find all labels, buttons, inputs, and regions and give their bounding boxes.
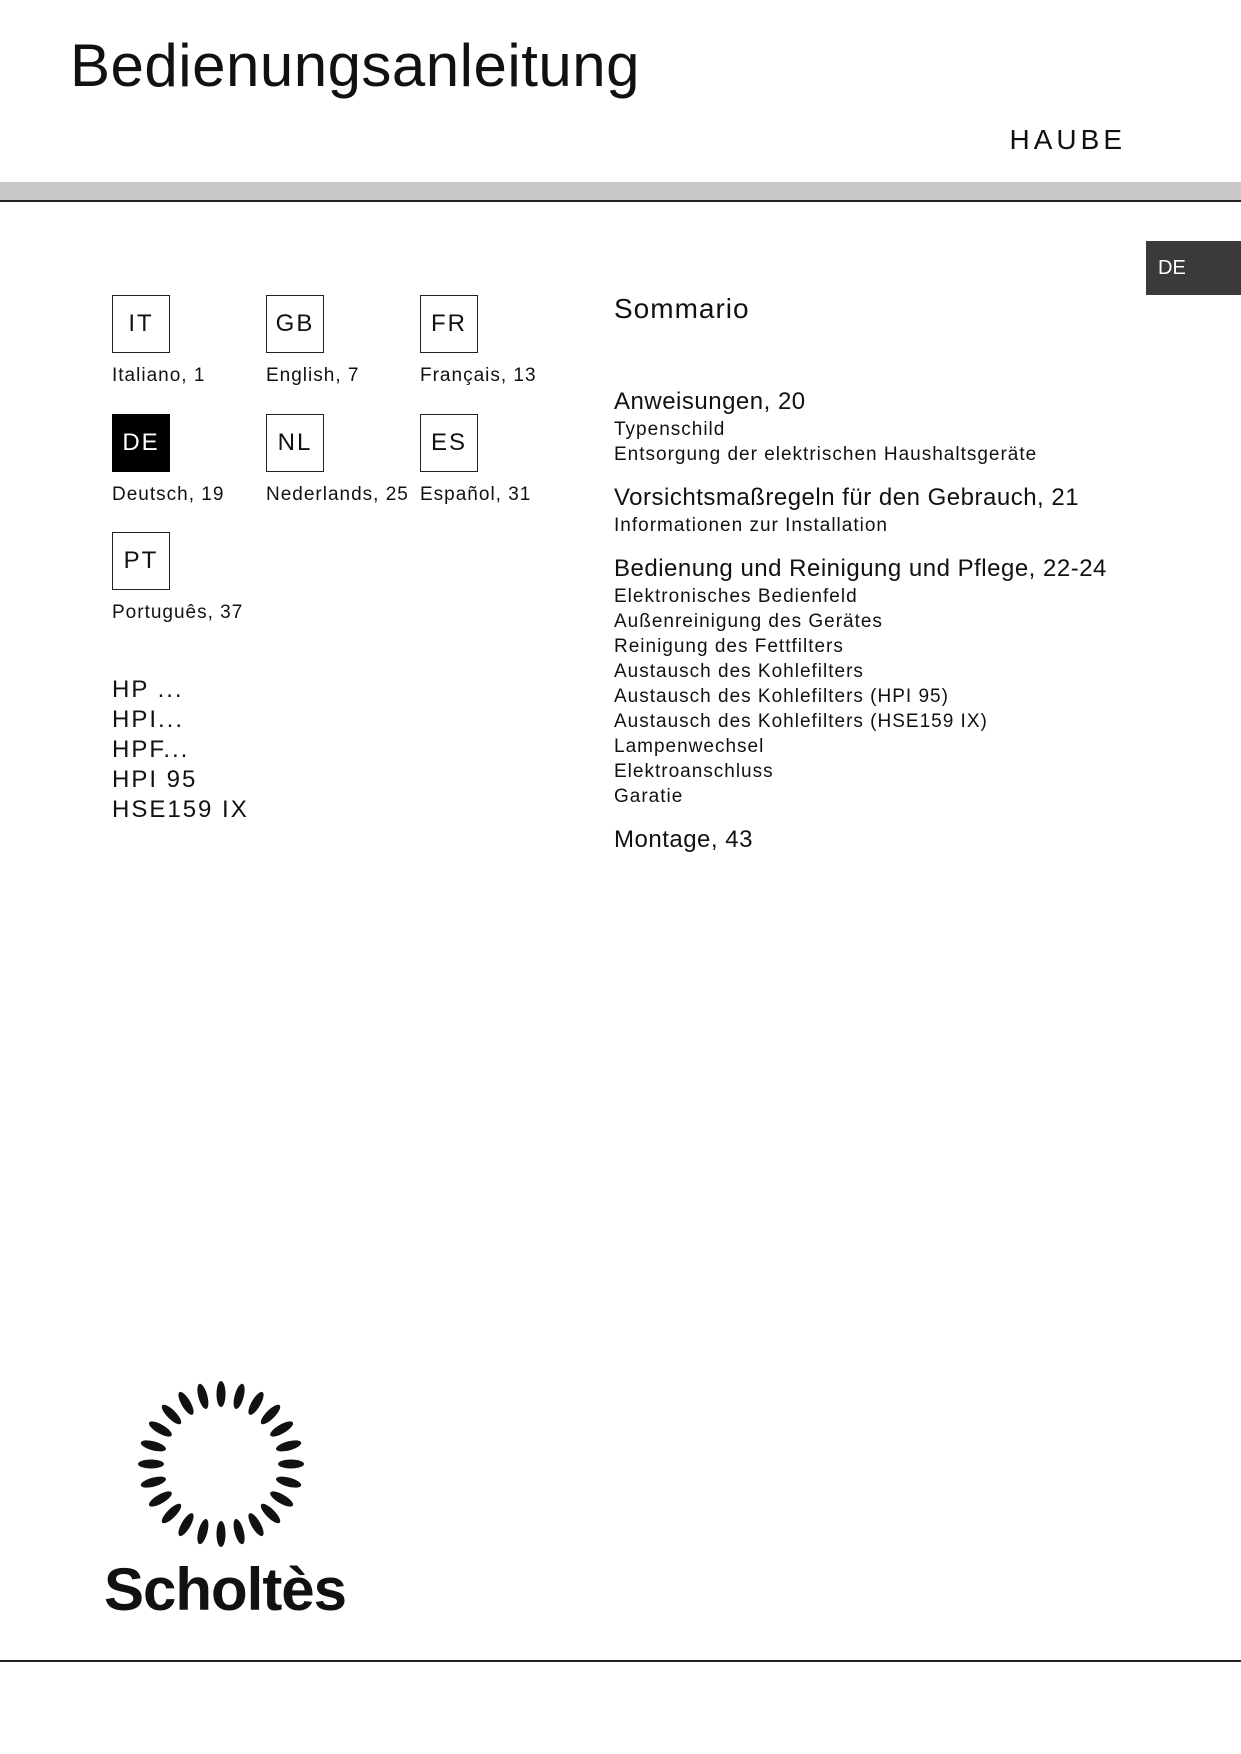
sun-ray (140, 1474, 167, 1489)
sun-ray (217, 1521, 226, 1547)
sun-ray (246, 1390, 267, 1417)
sun-ray (258, 1501, 283, 1526)
header-band (0, 182, 1241, 200)
footer-rule (0, 1660, 1241, 1662)
language-entry-it[interactable] (112, 295, 282, 387)
toc-subitem[interactable]: Austausch des Kohlefilters (614, 661, 864, 682)
language-side-tab: DE (1146, 241, 1241, 295)
sun-ray (258, 1402, 283, 1427)
toc-section (614, 554, 1134, 809)
sun-ray (176, 1511, 197, 1538)
model-item: HPI 95 (112, 766, 198, 793)
language-label: Français, 13 (420, 365, 537, 386)
sun-ray (147, 1419, 174, 1440)
toc-subitem[interactable]: Informationen zur Installation (614, 515, 888, 536)
sun-ray (195, 1383, 210, 1410)
document-title: Bedienungsanleitung (70, 32, 640, 99)
sun-ray (268, 1489, 295, 1510)
sun-ray (138, 1460, 164, 1469)
language-code-box: DE (112, 414, 170, 472)
sun-ray (231, 1518, 246, 1545)
model-item: HPI... (112, 706, 185, 733)
language-entry-fr[interactable] (420, 295, 590, 387)
model-list (112, 675, 249, 825)
language-entry-pt[interactable] (112, 532, 282, 624)
toc-subitem[interactable]: Lampenwechsel (614, 736, 765, 757)
toc-heading: Sommario (614, 293, 750, 324)
toc-section (614, 387, 1134, 467)
language-entry-de[interactable] (112, 414, 282, 506)
language-entry-nl[interactable] (266, 414, 436, 506)
toc-section-title[interactable]: Vorsichtsmaßregeln für den Gebrauch, 21 (614, 484, 1080, 511)
toc-subitem[interactable]: Typenschild (614, 419, 726, 440)
toc-section (614, 825, 1134, 855)
language-code-box: PT (112, 532, 170, 590)
model-item: HPF... (112, 736, 190, 763)
language-label: Nederlands, 25 (266, 484, 409, 505)
brand-wordmark: Scholtès (103, 1556, 347, 1623)
toc-subitem[interactable]: Garatie (614, 786, 684, 807)
toc-subitem[interactable]: Entsorgung der elektrischen Haushaltsgeräte (614, 444, 1038, 465)
language-code-box: ES (420, 414, 478, 472)
language-label: Português, 37 (112, 602, 244, 623)
language-code-box: FR (420, 295, 478, 353)
sun-ray (176, 1390, 197, 1417)
model-item: HP ... (112, 676, 184, 703)
toc-subitem[interactable]: Elektroanschluss (614, 761, 774, 782)
sun-ray (159, 1501, 184, 1526)
sun-ray (231, 1383, 246, 1410)
language-code-box: IT (112, 295, 170, 353)
header-rule (0, 200, 1241, 202)
sun-ray (275, 1474, 302, 1489)
language-label: English, 7 (266, 365, 360, 386)
sun-ray (195, 1518, 210, 1545)
sun-ray (246, 1511, 267, 1538)
language-entry-gb[interactable] (266, 295, 436, 387)
table-of-contents (614, 291, 1134, 871)
document-subtitle: HAUBE (1009, 124, 1126, 155)
toc-section (614, 483, 1134, 538)
sun-ray (140, 1438, 167, 1453)
language-entry-es[interactable] (420, 414, 590, 506)
sun-ray (147, 1489, 174, 1510)
sun-ray (159, 1402, 184, 1427)
toc-section-title[interactable]: Anweisungen, 20 (614, 388, 806, 415)
sun-burst-icon (100, 1370, 350, 1560)
toc-section-title[interactable]: Montage, 43 (614, 826, 753, 853)
toc-subitem[interactable]: Reinigung des Fettfilters (614, 636, 844, 657)
toc-subitem[interactable]: Austausch des Kohlefilters (HSE159 IX) (614, 711, 988, 732)
model-item: HSE159 IX (112, 796, 249, 823)
brand-logo (100, 1370, 350, 1630)
sun-ray (275, 1438, 302, 1453)
sun-ray (217, 1381, 226, 1407)
toc-subitem[interactable]: Elektronisches Bedienfeld (614, 586, 858, 607)
language-label: Español, 31 (420, 484, 532, 505)
language-code-box: NL (266, 414, 324, 472)
sun-ray (278, 1460, 304, 1469)
toc-section-title[interactable]: Bedienung und Reinigung und Pflege, 22-24 (614, 555, 1107, 582)
sun-ray (268, 1419, 295, 1440)
toc-subitem[interactable]: Außenreinigung des Gerätes (614, 611, 883, 632)
toc-subitem[interactable]: Austausch des Kohlefilters (HPI 95) (614, 686, 949, 707)
language-label: Italiano, 1 (112, 365, 206, 386)
language-label: Deutsch, 19 (112, 484, 225, 505)
language-code-box: GB (266, 295, 324, 353)
